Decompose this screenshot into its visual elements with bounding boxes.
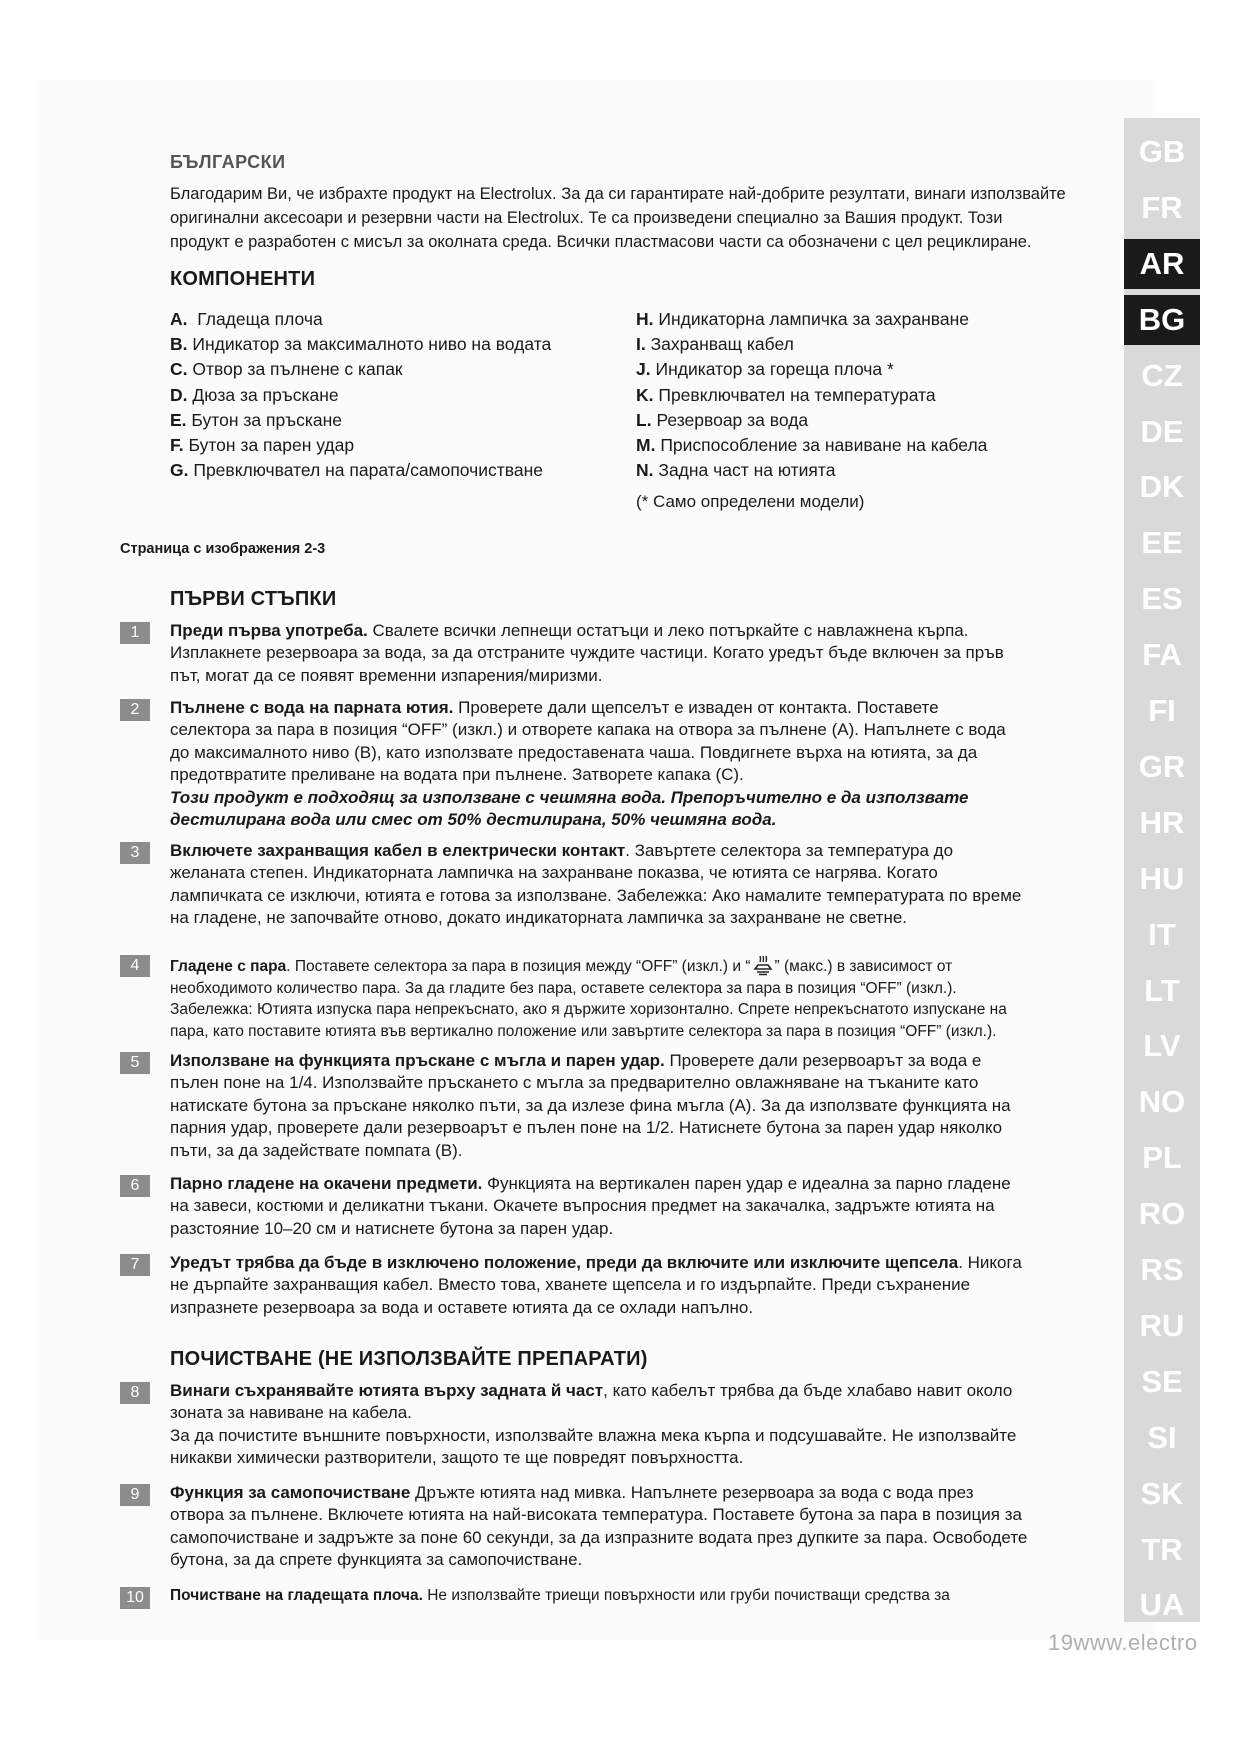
language-tab-es[interactable]: ES — [1141, 581, 1183, 617]
language-tab-fa[interactable]: FA — [1142, 637, 1182, 673]
language-tab-it[interactable]: IT — [1148, 916, 1176, 952]
step-text: Пълнене с вода на парната ютия. Проверете дали щепселът е изваден от контакта. Поставете селектора за пара в позиция “OFF” (изкл.) и отворете капака на отвора за пълнене (A). Напълнете с вода до максималното ниво (B), като използвате предоставената чаша. Повдигнете върха на ютията, за да предотвратите преливане на водата при пълнене. Затворете капака (C). Този продукт е подходящ за използване с чешмяна вода. Препоръчително е да използвате дестилирана вода или смес от 50% дестилирана, 50% чешмяна вода. — [170, 697, 1080, 831]
intro-line: оригинални аксесоари и резервни части на Electrolux. Те са произведени специално за Вашия продукт. Този — [170, 209, 1003, 227]
language-tab-pl[interactable]: PL — [1142, 1140, 1182, 1176]
component-item: G. Превключвател на парата/самопочистване — [170, 460, 544, 481]
step-number: 7 — [120, 1254, 150, 1276]
language-tab-rs[interactable]: RS — [1140, 1252, 1184, 1287]
step-text: Използване на функцията пръскане с мъгла и парен удар. Проверете дали резервоарът за вода е пълен поне на 1/4. Използвайте пръскането с мъгла за предварително овлажняване на тъканите като натискате бутона за пръскане няколко пъти, за да излезе фина мъгла (A). За да използвате функцията на парния удар, проверете дали резервоарът е пълен поне на 1/2. Натиснете бутона за парен удар няколко пъти, за да задействате помпата (B). — [170, 1051, 1011, 1160]
language-tab-ro[interactable]: RO — [1138, 1196, 1186, 1232]
tap-water-note: дестилирана вода или смес от 50% дестилирана, 50% чешмяна вода. — [170, 810, 777, 830]
step-text: Уредът трябва да бъде в изключено положение, преди да включите или изключите щепсела. Никога не дърпайте захранващия кабел. Вместо това, хванете щепсела и го издърпайте. Преди съхранение изпразнете резервоара за вода и оставете ютията да се охлади напълно. — [170, 1253, 1022, 1317]
step-number: 3 — [120, 842, 150, 864]
first-steps-heading: ПЪРВИ СТЪПКИ — [170, 588, 337, 610]
language-tab-bg[interactable]: BG — [1124, 295, 1200, 345]
language-tab-hu[interactable]: HU — [1139, 860, 1185, 896]
step-number: 5 — [120, 1052, 150, 1074]
component-item: E. Бутон за пръскане — [170, 409, 343, 430]
step-number: 2 — [120, 699, 150, 721]
step-number: 8 — [120, 1382, 150, 1404]
language-tab-tr[interactable]: TR — [1141, 1531, 1183, 1567]
step-text: Гладене с пара. Поставете селектора за пара в позиция между “OFF” (изкл.) и “ ” (макс.) в зависимост от необходимото количество пара. За да гладите без пара, оставете селектора за пара в позиция “OFF” (изкл.). Забележка: Ютията изпуска пара непрекъснато, ако я държите хоризонтално. Спрете непрекъснатото изпускане на пара, като поставите ютията във вертикално положение или завъртите селектора за пара в позиция “OFF” (изкл.). — [170, 953, 1080, 1042]
components-left-list — [170, 307, 551, 483]
components-right-list — [636, 307, 987, 483]
component-item: F. Бутон за парен удар — [170, 435, 355, 456]
components-note: (* Само определени модели) — [636, 492, 865, 511]
step-number: 9 — [120, 1484, 150, 1506]
language-tab-ru[interactable]: RU — [1139, 1307, 1185, 1343]
language-tab-gr[interactable]: GR — [1138, 748, 1186, 784]
component-item: I. Захранващ кабел — [636, 334, 794, 355]
component-item: N. Задна част на ютията — [636, 460, 836, 481]
component-item: C. Отвор за пълнене с капак — [170, 359, 403, 380]
language-tab-lt[interactable]: LT — [1144, 972, 1180, 1008]
component-item: K. Превключвател на температурата — [636, 384, 936, 405]
step-text: Парно гладене на окачени предмети. Функцията на вертикален парен удар е идеална за парно гладене на завеси, костюми и деликатни тъкани. Окачете въпросния предмет на закачалка, задръжте ютията на разстояние 10–20 см и натиснете бутона за парен удар. — [170, 1174, 1011, 1238]
language-tab-sk[interactable]: SK — [1140, 1475, 1184, 1511]
language-tab-ar[interactable]: AR — [1124, 239, 1200, 289]
intro-paragraph — [170, 182, 1090, 254]
language-tab-hr[interactable]: HR — [1139, 804, 1185, 840]
step-number: 1 — [120, 622, 150, 644]
intro-line: продукт е разработен с мисъл за околната среда. Всички пластмасови части са обозначени с цел рециклиране. — [170, 233, 1032, 251]
language-tab-dk[interactable]: DK — [1139, 469, 1185, 505]
language-tab-lv[interactable]: LV — [1143, 1028, 1181, 1064]
language-heading: БЪЛГАРСКИ — [170, 152, 286, 172]
step-text: Включете захранващия кабел в електрически контакт. Завъртете селектора за температура до желаната степен. Индикаторната лампичка на захранване показва, че ютията се нагрява. Когато лампичката се изключи, ютията е готова за използване. Забележка: Ако намалите температурата по време на гладене, не започвайте отново, докато индикаторната лампичка за захранване не светне. — [170, 841, 1022, 928]
step-number: 6 — [120, 1175, 150, 1197]
step-text: Функция за самопочистване Дръжте ютията над мивка. Напълнете резервоара за вода с вода през отвора за пълнене. Включете ютията на най-високата температура. Поставете бутона за пара в позиция за самопочистване и задръжте за поне 60 секунди, за да изпразните водата през дупките за пара. Освободете бутона, за да спрете функцията за самопочистване. — [170, 1483, 1028, 1570]
component-item: L. Резервоар за вода — [636, 409, 809, 430]
language-tab-cz[interactable]: CZ — [1141, 357, 1183, 393]
steam-max-icon — [751, 953, 775, 977]
language-tab-fi[interactable]: FI — [1148, 693, 1176, 728]
language-tab-se[interactable]: SE — [1141, 1363, 1183, 1399]
intro-line: Благодарим Ви, че избрахте продукт на Electrolux. За да си гарантирате най-добрите резултати, винаги използвайте — [170, 185, 1066, 203]
language-tab-no[interactable]: NO — [1138, 1084, 1186, 1120]
cleaning-heading: ПОЧИСТВАНЕ (НЕ ИЗПОЛЗВАЙТЕ ПРЕПАРАТИ) — [170, 1348, 648, 1370]
language-tab-ua[interactable]: UA — [1139, 1587, 1185, 1623]
language-tab-ee[interactable]: EE — [1141, 525, 1183, 561]
tap-water-note: Този продукт е подходящ за използване с чешмяна вода. Препоръчително е да използвате — [170, 787, 969, 807]
image-page-reference: Страница с изображения 2-3 — [120, 541, 326, 557]
component-item: A. Гладеща плоча — [170, 309, 323, 329]
language-tab-si[interactable]: SI — [1147, 1419, 1177, 1455]
component-item: H. Индикаторна лампичка за захранване — [636, 309, 969, 329]
step-text: Почистване на гладещата плоча. Не използвайте триещи повърхности или груби почистващи средства за — [170, 1587, 950, 1604]
component-item: M. Приспособление за навиване на кабела — [636, 435, 988, 456]
components-heading: КОМПОНЕНТИ — [170, 268, 316, 290]
component-item: J. Индикатор за гореща плоча * — [636, 359, 894, 380]
component-item: B. Индикатор за максималното ниво на водата — [170, 334, 552, 355]
step-text: Винаги съхранявайте ютията върху задната й част, като кабелът трябва да бъде хлабаво навит около зоната за навиване на кабела. За да почистите външните повърхности, използвайте влажна мека кърпа и подсушавайте. Не използвайте никакви химически разтворители, защото те ще повредят повърхността. — [170, 1381, 1017, 1468]
step-text: Преди първа употреба. Свалете всички лепнещи остатъци и леко потъркайте с навлажнена кърпа. Изплакнете резервоара за вода, за да отстраните чуждите частици. Когато уредът бъде включен за пръв път, могат да се появят временни изпарения/миризми. — [170, 621, 1004, 685]
page-footer: 19www.electro — [1048, 1630, 1198, 1655]
language-tab-fr[interactable]: FR — [1141, 189, 1183, 225]
language-tab-de[interactable]: DE — [1140, 413, 1184, 449]
component-item: D. Дюза за пръскане — [170, 384, 339, 405]
language-tab-gb[interactable]: GB — [1138, 134, 1186, 169]
step-number: 10 — [120, 1587, 150, 1609]
step-number: 4 — [120, 955, 150, 977]
